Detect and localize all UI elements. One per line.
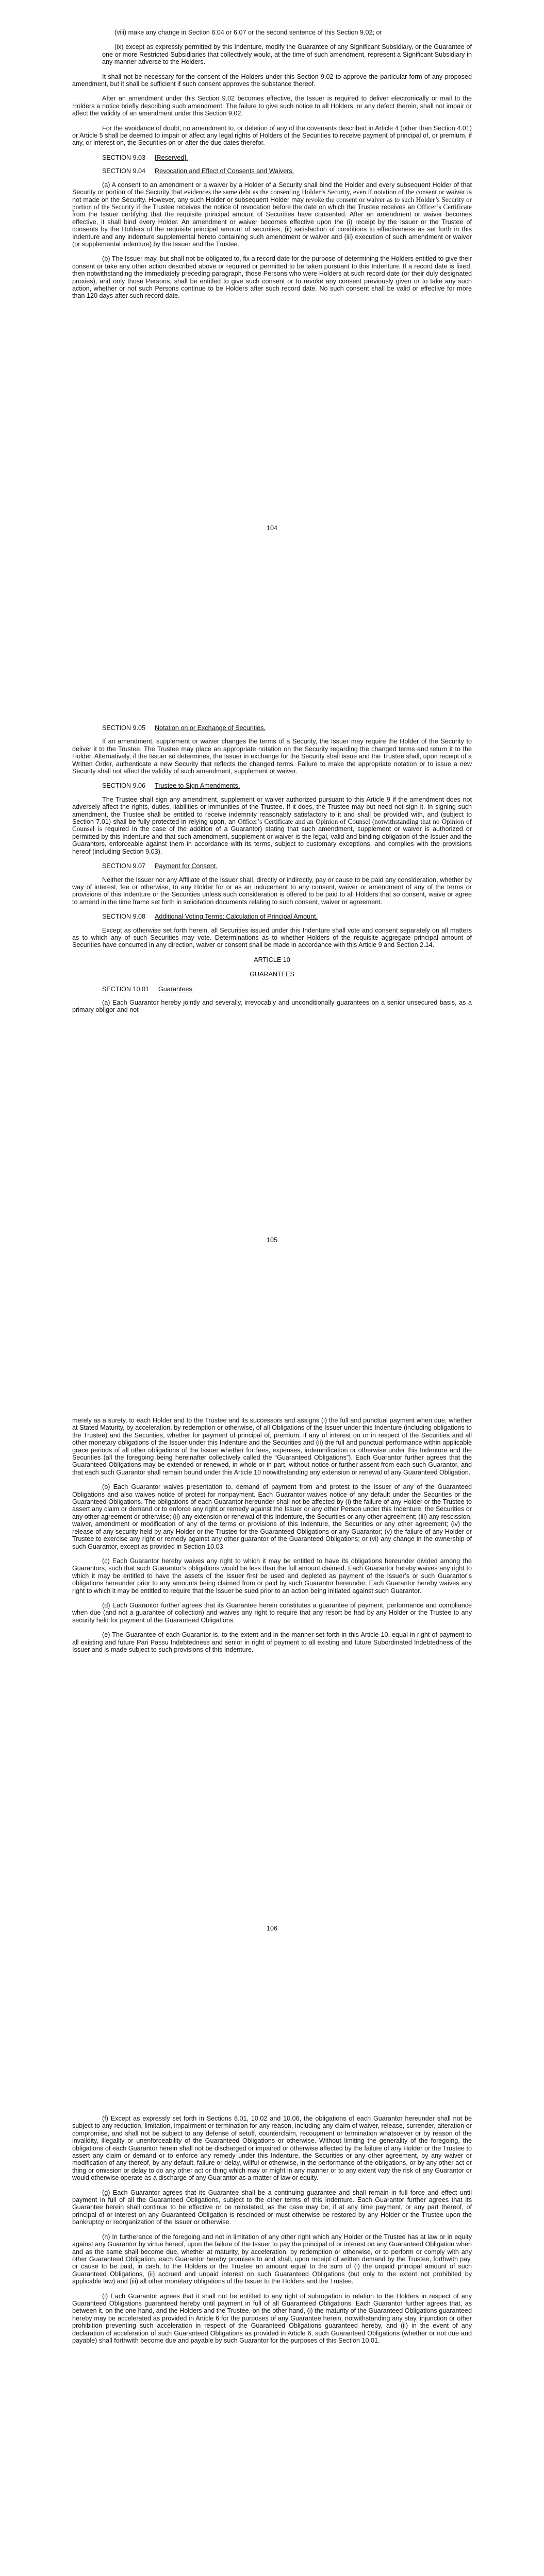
paragraph: (i) Each Guarantor agrees that it shall not be entitled to any right of subrogation in relation to the Holders in respect of any Guaranteed Obligations guaranteed hereby until payment in full of all Guaranteed Obligations. Each Guarantor further agrees that, as between it, on the one hand, and the Holders and the Trustee, on the other hand, (i) the maturity of the Guaranteed Obligations guaranteed hereby may be accelerated as provided in Article 6 for the purposes of any Guarantee herein, notwithstanding any stay, injunction or other prohibition preventing such acceleration in respect of the Guaranteed Obligations guaranteed hereby, and (ii) in the event of any declaration of acceleration of such Guaranteed Obligations as provided in Article 6, such Guaranteed Obligations (whether or not due and payable) shall forthwith become due and payable by such Guarantor for the purposes of this Section 10.01. xyxy=(72,2292,472,2344)
para-904b: (b) The Issuer may, but shall not be obligated to, fix a record date for the purpose of determining the Holders entitled to give their consent or take any other action described above or required or permitted to be taken pursuant to this Indenture. If a record date is fixed, then notwithstanding the immediately preceding paragraph, those Persons who were Holders at such record date (or their duly designated proxies), and only those Persons, shall be entitled to give such consent or to revoke any consent previously given or to take any such action, whether or not such Persons continue to be Holders after such record date. No such consent shall be valid or effective for more than 120 days after such record date. xyxy=(72,255,472,300)
page-text xyxy=(72,721,472,1021)
paragraph: (b) Each Guarantor waives presentation to, demand of payment from and protest to the Issuer of any of the Guaranteed Obligations and also waives notice of protest for nonpayment. Each Guarantor waives notice of any default under the Securities or the Guaranteed Obligations. The obligations of each Guarantor hereunder shall not be affected by (i) the failure of any Holder or the Trustee to assert any claim or demand or to enforce any right or remedy against the Issuer or any other Person under this Indenture, the Securities or any other agreement or otherwise; (ii) any extension or renewal of this Indenture, the Securities or any other agreement; (iii) any rescission, waiver, amendment or modification of any of the terms or provisions of this Indenture, the Securities or any other agreement; (iv) the release of any security held by any Holder or the Trustee for the Guaranteed Obligations or any Guarantor; (v) the failure of any Holder or Trustee to exercise any right or remedy against any other guarantor of the Guaranteed Obligations; or (vi) any change in the ownership of such Guarantor, except as provided in Section 10.03. xyxy=(72,1483,472,1550)
section-heading: SECTION 10.01 Guarantees. xyxy=(102,985,194,993)
paragraph: (f) Except as expressly set forth in Sections 8.01, 10.02 and 10.06, the obligations of each Guarantor hereunder shall not be subject to any reduction, limitation, impairment or termination for any reason, including any claim of waiver, release, surrender, alteration or compromise, and shall not be subject to any defense of setoff, counterclaim, recoupment or termination whatsoever or by reason of the invalidity, illegality or unenforceability of the Guaranteed Obligations or otherwise. Without limiting the generality of the foregoing, the obligations of each Guarantor herein shall not be discharged or impaired or otherwise affected by the failure of any Holder or the Trustee to assert any claim or demand or to enforce any remedy under this Indenture, the Securities or any other agreement, by any waiver or modification of any thereof, by any default, failure or delay, willful or otherwise, in the performance of the obligations, or by any other act or thing or omission or delay to do any other act or thing which may or might in any manner or to any extent vary the risk of any Guarantor or would otherwise operate as a discharge of any Guarantor as a matter of law or equity. xyxy=(72,2115,472,2182)
paragraph: (g) Each Guarantor agrees that its Guarantee shall be a continuing guarantee and shall remain in full force and effect until payment in full of all the Guaranteed Obligations, subject to the other terms of this Indenture. Each Guarantor further agrees that its Guarantee herein shall continue to be effective or be reinstated, as the case may be, if at any time payment, or any part thereof, of principal of or interest on any Guaranteed Obligation is rescinded or must otherwise be restored by any Holder or the Trustee upon the bankruptcy or reorganization of the Issuer or otherwise. xyxy=(72,2189,472,2226)
section-heading: SECTION 9.04 Revocation and Effect of Consents and Waivers. xyxy=(102,167,294,175)
para-viii: (viii) make any change in Section 6.04 or 6.07 or the second sentence of this Section 9.02; or xyxy=(114,29,382,36)
article-number: ARTICLE 10 xyxy=(254,956,290,963)
para-1001a: (a) Each Guarantor hereby jointly and severally, irrevocably and unconditionally guarantees on a senior unsecured basis, as a primary obligor and not xyxy=(72,998,472,1014)
page-text xyxy=(72,1417,472,1660)
para-906: The Trustee shall sign any amendment, supplement or waiver authorized pursuant to this Article 9 if the amendment does not adversely affect the rights, duties, liabilities or immunities of the Trustee. If it does, the Trustee may but need not sign it. In signing such amendment, the Trustee shall be entitled to receive indemnity reasonably satisfactory to it and shall be provided with, and (subject to Section 7.01) shall be fully protected in relying upon, an Officer’s Certificate and an Opinion of Counsel (notwithstanding that no Opinion of Counsel is required in the case of the addition of a Guarantor) stating that such amendment, supplement or waiver is authorized or permitted by this Indenture and that such amendment, supplement or waiver is the legal, valid and binding obligation of the Issuer and the Guarantors, enforceable against them in accordance with its terms, subject to customary exceptions, and complies with the provisions hereof (including Section 9.03). xyxy=(72,795,472,855)
section-heading: SECTION 9.05 Notation on or Exchange of Securities. xyxy=(102,724,266,732)
page-105 xyxy=(0,703,544,1406)
paragraph: merely as a surety, to each Holder and to the Trustee and its successors and assigns (i) the full and punctual payment when due, whether at Stated Maturity, by acceleration, by redemption or otherwise, of all Obligations of the Issuer under this Indenture (including obligations to the Trustee) and the Securities, whether for payment of principal of, premium, if any of interest on or in respect of the Securities and all other monetary obligations of the Issuer under this Indenture and the Securities and (ii) the full and punctual performance within applicable grace periods of all other obligations of the Issuer whether for fees, expenses, indemnification or otherwise under this Indenture and the Securities (all the foregoing being hereinafter collectively called the “Guaranteed Obligations”). Each Guarantor further agrees that the Guaranteed Obligations may be extended or renewed, in whole or in part, without notice or further assent from each such Guarantor, and that each such Guarantor shall remain bound under this Article 10 notwithstanding any extension or renewal of any Guaranteed Obligation. xyxy=(72,1417,472,1476)
paragraph: (h) In furtherance of the foregoing and not in limitation of any other right which any Holder or the Trustee has at law or in equity against any Guarantor by virtue hereof, upon the failure of the Issuer to pay the principal of or interest on any Guaranteed Obligation when and as the same shall become due, whether at maturity, by acceleration, by redemption or otherwise, or to perform or comply with any other Guaranteed Obligation, each Guarantor hereby promises to and shall, upon receipt of written demand by the Trustee, forthwith pay, or cause to be paid, in cash, to the Holders or the Trustee an amount equal to the sum of (i) the unpaid principal amount of such Guaranteed Obligations, (ii) accrued and unpaid interest on such Guaranteed Obligations (but only to the extent not prohibited by applicable law) and (iii) all other monetary obligations of the Issuer to the Holders and the Trustee. xyxy=(72,2233,472,2285)
page-text xyxy=(72,2115,472,2351)
page-106 xyxy=(0,1406,544,2110)
article-title: GUARANTEES xyxy=(250,971,294,978)
section-heading: SECTION 9.06 Trustee to Sign Amendments. xyxy=(102,782,240,790)
section-heading: SECTION 9.03 [Reserved]. xyxy=(102,154,188,161)
page-107 xyxy=(0,2110,544,2576)
paragraph: (e) The Guarantee of each Guarantor is, to the extent and in the manner set forth in this Article 10, equal in right of payment to all existing and future Pari Passu Indebtedness and senior in right of payment to all existing and future Subordinated Indebtedness of the Issuer and is made subject to such provisions of this Indenture. xyxy=(72,1631,472,1653)
page-number: 106 xyxy=(266,1925,277,1932)
page-number: 104 xyxy=(266,524,277,532)
page-number: 105 xyxy=(266,1236,277,1244)
para-907: Neither the Issuer nor any Affiliate of the Issuer shall, directly or indirectly, pay or cause to be paid any consideration, whether by way of interest, fee or otherwise, to any Holder for or as an inducement to any consent, waiver or amendment of any of the terms or provisions of this Indenture or the Securities unless such consideration is offered to be paid to all Holders that so consent, waive or agree to amend in the time frame set forth in solicitation documents relating to such consent, waiver or agreement. xyxy=(72,876,472,906)
page-104 xyxy=(0,0,544,703)
paragraph: (d) Each Guarantor further agrees that its Guarantee herein constitutes a guarantee of payment, performance and compliance when due (and not a guarantee of collection) and waives any right to require that any resort be had by any Holder or the Trustee to any security held for payment of the Guaranteed Obligations. xyxy=(72,1601,472,1624)
para-908: Except as otherwise set forth herein, all Securities issued under this Indenture shall vote and consent separately on all matters as to which any of such Securities may vote. Determinations as to whether Holders of the requisite aggregate principal amount of Securities have concurred in any direction, waiver or consent shall be made in accordance with this Article 9 and Section 2.14. xyxy=(72,926,472,949)
paragraph: After an amendment under this Section 9.02 becomes effective, the Issuer is required to deliver electronically or mail to the Holders a notice briefly describing such amendment. The failure to give such notice to all Holders, or any defect therein, shall not impair or affect the validity of an amendment under this Section 9.02. xyxy=(72,95,472,117)
paragraph: For the avoidance of doubt, no amendment to, or deletion of any of the covenants described in Article 4 (other than Section 4.01) or Article 5 shall be deemed to impair or affect any legal rights of Holders of the Securities to receive payment of principal of, or premium, if any, or interest on, the Securities on or after the due dates therefor. xyxy=(72,124,472,147)
para-904a: (a) A consent to an amendment or a waiver by a Holder of a Security shall bind the Holder and every subsequent Holder of that Security or portion of the Security that evidences the same debt as the consenting Holder’s Security, even if notation of the consent or waiver is not made on the Security. However, any such Holder or subsequent Holder may revoke the consent or waiver as to such Holder’s Security or portion of the Security if the Trustee receives the notice of revocation before the date on which the Trustee receives an Officer’s Certificate from the Issuer certifying that the requisite principal amount of Securities have consented. After an amendment or waiver becomes effective, it shall bind every Holder. An amendment or waiver becomes effective upon the (i) receipt by the Issuer or the Trustee of consents by the Holders of the requisite principal amount of securities, (ii) satisfaction of conditions to effectiveness as set forth in this Indenture and any indenture supplemental hereto containing such amendment or waiver and (iii) execution of such amendment or waiver (or supplemental indenture) by the Issuer and the Trustee. xyxy=(72,181,472,248)
para-905: If an amendment, supplement or waiver changes the terms of a Security, the Issuer may require the Holder of the Security to deliver it to the Trustee. The Trustee may place an appropriate notation on the Security regarding the changed terms and return it to the Holder. Alternatively, if the Issuer so determines, the Issuer in exchange for the Security shall issue and the Trustee shall, upon receipt of a Written Order, authenticate a new Security that reflects the changed terms. Failure to make the appropriate notation or to issue a new Security shall not affect the validity of such amendment, supplement or waiver. xyxy=(72,738,472,775)
section-heading: SECTION 9.07 Payment for Consent. xyxy=(102,862,218,870)
paragraph: (c) Each Guarantor hereby waives any right to which it may be entitled to have its obligations hereunder divided among the Guarantors, such that such Guarantor’s obligations would be less than the full amount claimed. Each Guarantor hereby waives any right to which it may be entitled to have the assets of the Issuer first be used and depleted as payment of the Issuer’s or such Guarantor’s obligations hereunder prior to any amounts being claimed from or paid by such Guarantor hereunder. Each Guarantor hereby waives any right to which it may be entitled to require that the Issuer be sued prior to an action being initiated against such Guarantor. xyxy=(72,1557,472,1595)
page-text xyxy=(72,29,472,307)
section-heading: SECTION 9.08 Additional Voting Terms; Calculation of Principal Amount. xyxy=(102,913,318,921)
para-ix: (ix) except as expressly permitted by this Indenture, modify the Guarantee of any Significant Subsidiary, or the Guarantee of one or more Restricted Subsidiaries that collectively would, at the time of such amendment, represent a Significant Subsidiary in any manner adverse to the Holders. xyxy=(102,43,472,66)
paragraph: It shall not be necessary for the consent of the Holders under this Section 9.02 to approve the particular form of any proposed amendment, but it shall be sufficient if such consent approves the substance thereof. xyxy=(72,73,472,88)
